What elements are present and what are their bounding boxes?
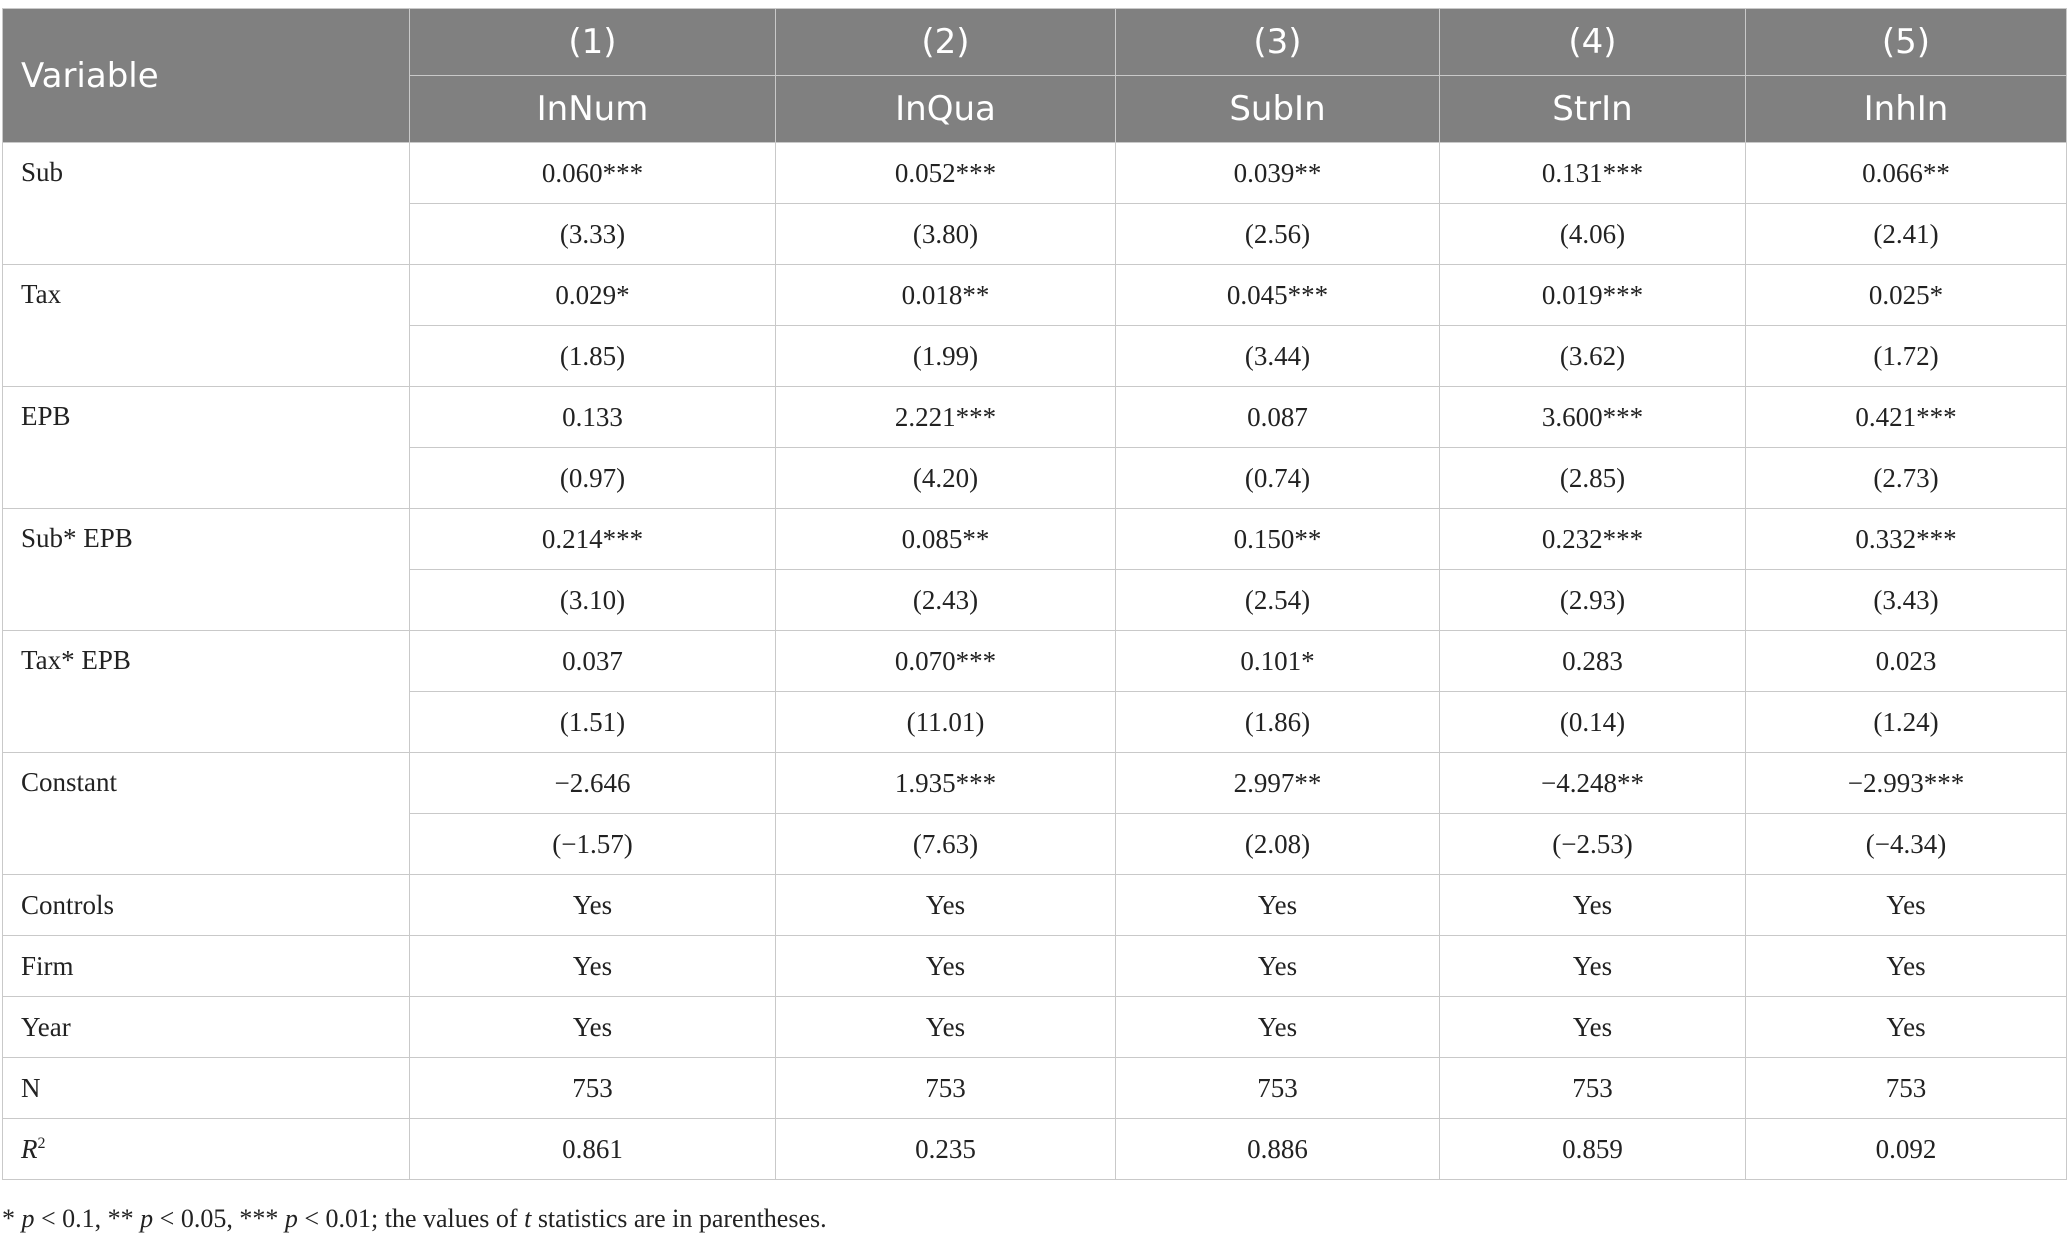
- note-p-2: p: [140, 1204, 154, 1233]
- cell-coef: 0.037: [410, 631, 776, 692]
- cell-tstat: (2.73): [1746, 448, 2067, 509]
- cell-coef: 0.101*: [1116, 631, 1440, 692]
- table-row-n: [3, 1058, 2067, 1119]
- table-cell: 0.886: [1116, 1119, 1440, 1180]
- cell-coef: 0.070***: [776, 631, 1116, 692]
- cell-coef: 1.935***: [776, 753, 1116, 814]
- table-footnote: * p < 0.1, ** p < 0.05, *** p < 0.01; the values of t statistics are in parentheses.: [2, 1204, 827, 1233]
- cell-coef: 0.066**: [1746, 143, 2067, 204]
- col-num-2: (2): [776, 9, 1116, 76]
- col-name-5: InhIn: [1746, 76, 2067, 143]
- table-row-coef: [3, 509, 2067, 570]
- r-symbol: R: [21, 1133, 38, 1164]
- note-t: t: [524, 1204, 532, 1233]
- cell-coef: 0.052***: [776, 143, 1116, 204]
- cell-tstat: (3.44): [1116, 326, 1440, 387]
- table-cell: 753: [1746, 1058, 2067, 1119]
- table-cell: Yes: [776, 875, 1116, 936]
- cell-coef: 0.025*: [1746, 265, 2067, 326]
- cell-coef: 2.221***: [776, 387, 1116, 448]
- col-name-4: StrIn: [1440, 76, 1746, 143]
- table-row-coef: [3, 753, 2067, 814]
- cell-tstat: (1.72): [1746, 326, 2067, 387]
- cell-coef: 0.019***: [1440, 265, 1746, 326]
- cell-coef: 0.018**: [776, 265, 1116, 326]
- cell-tstat: (1.85): [410, 326, 776, 387]
- cell-tstat: (2.56): [1116, 204, 1440, 265]
- cell-tstat: (7.63): [776, 814, 1116, 875]
- cell-tstat: (4.20): [776, 448, 1116, 509]
- note-part-3: < 0.01; the values of: [297, 1204, 525, 1233]
- table-cell: Yes: [410, 936, 776, 997]
- table-cell: Yes: [1116, 875, 1440, 936]
- cell-tstat: (1.51): [410, 692, 776, 753]
- table-cell: Yes: [1116, 936, 1440, 997]
- regression-table: [2, 8, 2067, 1180]
- cell-tstat: (3.33): [410, 204, 776, 265]
- cell-tstat: (2.41): [1746, 204, 2067, 265]
- cell-tstat: (3.62): [1440, 326, 1746, 387]
- cell-coef: 0.214***: [410, 509, 776, 570]
- cell-tstat: (0.14): [1440, 692, 1746, 753]
- table-row-coef: [3, 631, 2067, 692]
- table-cell: 0.092: [1746, 1119, 2067, 1180]
- cell-tstat: (11.01): [776, 692, 1116, 753]
- header-row-numbers: [3, 9, 2067, 76]
- row-label: Tax* EPB: [3, 631, 410, 753]
- table-cell: Yes: [1746, 936, 2067, 997]
- cell-tstat: (4.06): [1440, 204, 1746, 265]
- col-num-3: (3): [1116, 9, 1440, 76]
- cell-coef: 0.131***: [1440, 143, 1746, 204]
- cell-coef: 0.283: [1440, 631, 1746, 692]
- cell-coef: 0.087: [1116, 387, 1440, 448]
- cell-tstat: (0.97): [410, 448, 776, 509]
- cell-coef: 0.421***: [1746, 387, 2067, 448]
- cell-coef: −4.248**: [1440, 753, 1746, 814]
- note-tail: statistics are in parentheses.: [531, 1204, 827, 1233]
- table-cell: Yes: [1746, 997, 2067, 1058]
- row-label: Year: [3, 997, 410, 1058]
- table-row-r2: [3, 1119, 2067, 1180]
- cell-tstat: (1.24): [1746, 692, 2067, 753]
- row-label: EPB: [3, 387, 410, 509]
- row-label: Sub* EPB: [3, 509, 410, 631]
- cell-tstat: (2.08): [1116, 814, 1440, 875]
- cell-tstat: (1.99): [776, 326, 1116, 387]
- col-num-4: (4): [1440, 9, 1746, 76]
- cell-tstat: (2.43): [776, 570, 1116, 631]
- cell-tstat: (2.85): [1440, 448, 1746, 509]
- table-row-coef: [3, 387, 2067, 448]
- cell-tstat: (3.80): [776, 204, 1116, 265]
- cell-tstat: (−1.57): [410, 814, 776, 875]
- table-cell: Yes: [1440, 997, 1746, 1058]
- table-row-firm: [3, 936, 2067, 997]
- cell-coef: 0.045***: [1116, 265, 1440, 326]
- row-label: Firm: [3, 936, 410, 997]
- cell-coef: 0.023: [1746, 631, 2067, 692]
- cell-tstat: (2.93): [1440, 570, 1746, 631]
- table-cell: Yes: [1746, 875, 2067, 936]
- note-part-1: < 0.1, **: [34, 1204, 141, 1233]
- row-label: Constant: [3, 753, 410, 875]
- cell-tstat: (1.86): [1116, 692, 1440, 753]
- table-cell: Yes: [1440, 936, 1746, 997]
- cell-coef: 0.039**: [1116, 143, 1440, 204]
- col-num-5: (5): [1746, 9, 2067, 76]
- variable-header: Variable: [3, 9, 410, 143]
- cell-coef: 2.997**: [1116, 753, 1440, 814]
- cell-coef: 0.029*: [410, 265, 776, 326]
- cell-tstat: (2.54): [1116, 570, 1440, 631]
- cell-coef: 0.085**: [776, 509, 1116, 570]
- row-label: Sub: [3, 143, 410, 265]
- row-label: N: [3, 1058, 410, 1119]
- table-cell: Yes: [1116, 997, 1440, 1058]
- table-cell: 753: [1440, 1058, 1746, 1119]
- table-cell: 753: [1116, 1058, 1440, 1119]
- cell-tstat: (3.10): [410, 570, 776, 631]
- cell-tstat: (−4.34): [1746, 814, 2067, 875]
- table-cell: 0.235: [776, 1119, 1116, 1180]
- col-name-2: InQua: [776, 76, 1116, 143]
- cell-coef: 3.600***: [1440, 387, 1746, 448]
- note-part-2: < 0.05, ***: [153, 1204, 285, 1233]
- cell-coef: 0.133: [410, 387, 776, 448]
- cell-coef: 0.232***: [1440, 509, 1746, 570]
- table-row-controls: [3, 875, 2067, 936]
- table-cell: Yes: [410, 875, 776, 936]
- cell-tstat: (3.43): [1746, 570, 2067, 631]
- row-label: Tax: [3, 265, 410, 387]
- row-label: Controls: [3, 875, 410, 936]
- col-num-1: (1): [410, 9, 776, 76]
- cell-coef: 0.332***: [1746, 509, 2067, 570]
- table-row-coef: [3, 143, 2067, 204]
- table-row-coef: [3, 265, 2067, 326]
- cell-coef: −2.993***: [1746, 753, 2067, 814]
- r-superscript: 2: [37, 1134, 46, 1152]
- table-row-year: [3, 997, 2067, 1058]
- cell-coef: 0.150**: [1116, 509, 1440, 570]
- table-cell: 0.861: [410, 1119, 776, 1180]
- table-cell: 753: [776, 1058, 1116, 1119]
- col-name-1: InNum: [410, 76, 776, 143]
- table-cell: 0.859: [1440, 1119, 1746, 1180]
- cell-tstat: (−2.53): [1440, 814, 1746, 875]
- table-cell: Yes: [1440, 875, 1746, 936]
- note-p-3: p: [284, 1204, 298, 1233]
- table-cell: Yes: [776, 997, 1116, 1058]
- cell-coef: 0.060***: [410, 143, 776, 204]
- table-cell: Yes: [410, 997, 776, 1058]
- row-label-r2: [3, 1119, 410, 1180]
- table-cell: Yes: [776, 936, 1116, 997]
- note-p-1: p: [21, 1204, 35, 1233]
- table-cell: 753: [410, 1058, 776, 1119]
- cell-coef: −2.646: [410, 753, 776, 814]
- cell-tstat: (0.74): [1116, 448, 1440, 509]
- col-name-3: SubIn: [1116, 76, 1440, 143]
